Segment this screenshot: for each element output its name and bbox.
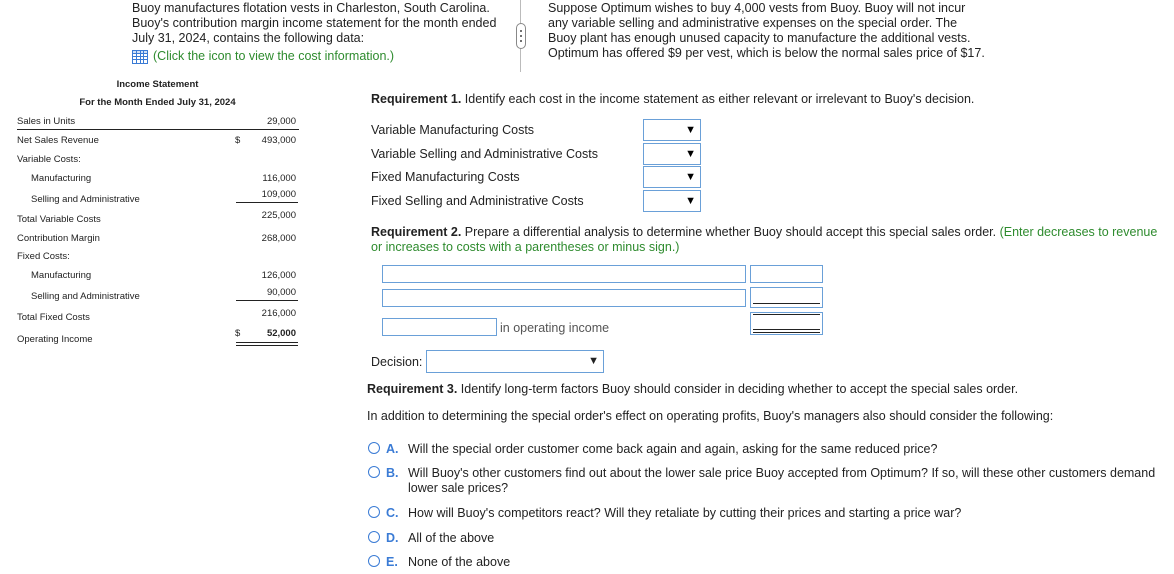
table-row	[17, 116, 299, 130]
row-label: Sales in Units	[17, 116, 76, 127]
chevron-down-icon: ▼	[685, 124, 696, 136]
intro-text: Buoy manufactures flotation vests in Charleston, South Carolina. Buoy's contribution margin income statement for the month ended July 31, 2024, contains the following data:	[132, 1, 497, 45]
panel-divider[interactable]	[516, 0, 526, 72]
row-value: 216,000	[261, 308, 296, 319]
radio-button[interactable]	[368, 506, 380, 518]
cost-label: Fixed Selling and Administrative Costs	[371, 194, 584, 208]
row-label: Selling and Administrative	[31, 194, 140, 205]
row-value: 126,000	[261, 270, 296, 281]
option-text: All of the above	[408, 531, 495, 545]
option-text: None of the above	[408, 555, 511, 569]
radio-button[interactable]	[368, 442, 380, 454]
radio-button[interactable]	[368, 466, 380, 478]
req1-text: Identify each cost in the income statement as either relevant or irrelevant to Buoy's decision.	[461, 92, 975, 106]
chevron-down-icon: ▼	[588, 355, 599, 367]
requirement-3	[367, 382, 1157, 397]
grid-table-icon[interactable]	[132, 50, 148, 64]
chevron-down-icon: ▼	[685, 195, 696, 207]
requirement-2	[371, 225, 1166, 255]
radio-button[interactable]	[368, 531, 380, 543]
table-row	[17, 233, 299, 247]
table-row	[17, 270, 299, 284]
row-label: Total Fixed Costs	[17, 312, 90, 323]
cost-info-link-text[interactable]: (Click the icon to view the cost information.)	[153, 49, 395, 63]
dollar-sign: $	[235, 135, 241, 146]
chevron-down-icon: ▼	[685, 171, 696, 183]
req2-label: Requirement 2.	[371, 225, 462, 239]
req2-text: Prepare a differential analysis to determine whether Buoy should accept this special sales order.	[461, 225, 997, 239]
income-statement-title: Income Statement	[116, 79, 199, 90]
option-text: Will the special order customer come back again and again, asking for the same reduced price?	[408, 442, 938, 456]
option-letter: C.	[386, 506, 399, 520]
analysis-amount-input-1[interactable]	[750, 265, 823, 283]
operating-income-label: in operating income	[500, 321, 610, 335]
req3-intro: In addition to determining the special order's effect on operating profits, Buoy's managers also should consider the following:	[367, 409, 1054, 423]
option-text: Will Buoy's other customers find out about the lower sale price Buoy accepted from Optimum? If so, will these other customers demand lower sale prices?	[408, 466, 1156, 495]
row-label: Manufacturing	[31, 173, 92, 184]
income-change-input[interactable]	[382, 318, 497, 336]
row-value: 90,000	[266, 287, 296, 298]
req3-label: Requirement 3.	[367, 382, 458, 396]
row-label: Contribution Margin	[17, 233, 100, 244]
row-value: 116,000	[262, 173, 296, 184]
table-row	[17, 135, 299, 149]
income-statement-subtitle: For the Month Ended July 31, 2024	[79, 97, 236, 108]
table-row	[17, 173, 299, 187]
cost-label: Fixed Manufacturing Costs	[371, 170, 520, 184]
option-letter: A.	[386, 442, 399, 456]
row-label: Variable Costs:	[17, 154, 81, 165]
option-letter: B.	[386, 466, 399, 480]
row-label: Total Variable Costs	[17, 214, 101, 225]
row-label: Selling and Administrative	[31, 291, 140, 302]
relevance-dropdown[interactable]	[643, 119, 701, 141]
row-label: Net Sales Revenue	[17, 135, 99, 146]
row-value: 225,000	[261, 210, 296, 221]
relevance-dropdown[interactable]	[643, 166, 701, 188]
table-row	[17, 154, 299, 168]
analysis-total-input[interactable]	[750, 312, 823, 335]
row-label: Fixed Costs:	[17, 251, 70, 262]
special-order-text: Suppose Optimum wishes to buy 4,000 vests from Buoy. Buoy will not incur any variable selling and administrative expenses on the special order. The Buoy plant has enough unused capacity to manufacture the additional vests. Optimum has offered $9 per vest, which is below the normal sales price of $17.	[548, 1, 985, 60]
requirement-1	[371, 92, 1161, 107]
table-row	[17, 328, 299, 345]
intro-text-block	[132, 1, 502, 64]
decision-dropdown[interactable]	[426, 350, 604, 373]
option-text: How will Buoy's competitors react? Will they retaliate by cutting their prices and starting a price war?	[408, 506, 962, 520]
analysis-label-input-1[interactable]	[382, 265, 746, 283]
analysis-amount-input-2[interactable]	[750, 287, 823, 308]
cost-info-link[interactable]	[132, 49, 502, 64]
req3-text: Identify long-term factors Buoy should consider in deciding whether to accept the special sales order.	[457, 382, 1019, 396]
row-label: Manufacturing	[31, 270, 92, 281]
option-letter: E.	[386, 555, 398, 569]
relevance-dropdown[interactable]	[643, 190, 701, 212]
row-value: 268,000	[261, 233, 296, 244]
table-row	[17, 210, 299, 224]
row-label: Operating Income	[17, 334, 93, 345]
row-value: 109,000	[261, 189, 296, 200]
row-value: 493,000	[261, 135, 296, 146]
cost-label: Variable Selling and Administrative Costs	[371, 147, 598, 161]
cost-label: Variable Manufacturing Costs	[371, 123, 535, 137]
radio-button[interactable]	[368, 555, 380, 567]
table-row	[17, 189, 299, 203]
req2-hint: (Enter decreases to revenue or increases to costs with a parentheses or minus sign.)	[371, 225, 1158, 254]
row-value: 52,000	[266, 328, 296, 339]
dollar-sign: $	[235, 328, 241, 339]
drag-handle-icon[interactable]	[516, 23, 526, 49]
relevance-dropdown[interactable]	[643, 143, 701, 165]
req1-label: Requirement 1.	[371, 92, 462, 106]
analysis-label-input-2[interactable]	[382, 289, 746, 307]
option-letter: D.	[386, 531, 399, 545]
table-row	[17, 251, 299, 265]
row-value: 29,000	[266, 116, 296, 127]
table-row	[17, 287, 299, 301]
table-row	[17, 308, 299, 322]
chevron-down-icon: ▼	[685, 148, 696, 160]
decision-label: Decision:	[371, 355, 423, 369]
